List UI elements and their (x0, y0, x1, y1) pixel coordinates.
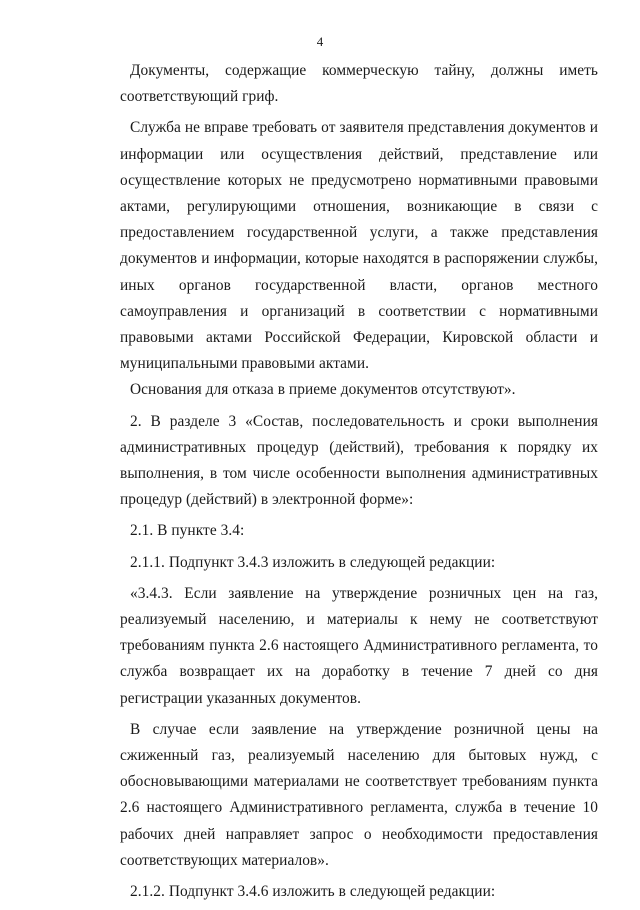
paragraph-item-2-1: 2.1. В пункте 3.4: (130, 522, 245, 540)
paragraph-item-2-1-1: 2.1.1. Подпункт 3.4.3 изложить в следующей редакции: (130, 553, 496, 571)
paragraph-subclause-3-4-3: «3.4.3. Если заявление на утверждение розничных цен на газ, реализуемый населению, и материалы к нему не соответствуют требованиям пункта 2.6 настоящего Административного регламента, то служба возвращает их на доработку в течение 7 дней со дня регистрации указанных документов. (120, 584, 598, 707)
paragraph-liquefied-gas: В случае если заявление на утверждение розничной цены на сжиженный газ, реализуемый населению для бытовых нужд, с обосновывающими материалами не соответствует требованиям пункта 2.6 настоящего Административного регламента, служба в течение 10 рабочих дней направляет запрос о необходимости предоставления соответствующих материалов». (120, 720, 598, 869)
document-body (120, 58, 598, 910)
paragraph-service-restrictions: Служба не вправе требовать от заявителя представления документов и информации или осуществления действий, представление или осуществление которых не предусмотрено нормативными правовыми актами, регулирующими отношения, возникающие в связи с предоставлением государственной услуги, а также представления документов и информации, которые находятся в распоряжении службы, иных органов государственной власти, органов местного самоуправления и организаций в соответствии с нормативными правовыми актами Российской Федерации, Кировской области и муниципальными правовыми актами. (120, 119, 598, 373)
paragraph-commercial-secret: Документы, содержащие коммерческую тайну, должны иметь соответствующий гриф. (120, 62, 598, 106)
page-number: 4 (316, 34, 324, 49)
paragraph-item-2-1-2: 2.1.2. Подпункт 3.4.6 изложить в следующей редакции: (130, 883, 496, 901)
paragraph-section-3-amendment: 2. В разделе 3 «Состав, последовательность и сроки выполнения административных процедур (действий), требования к порядку их выполнения, в том числе особенности выполнения административных процедур (действий) в электронной форме»: (120, 412, 598, 509)
paragraph-refusal-grounds: Основания для отказа в приеме документов отсутствуют». (130, 381, 516, 399)
